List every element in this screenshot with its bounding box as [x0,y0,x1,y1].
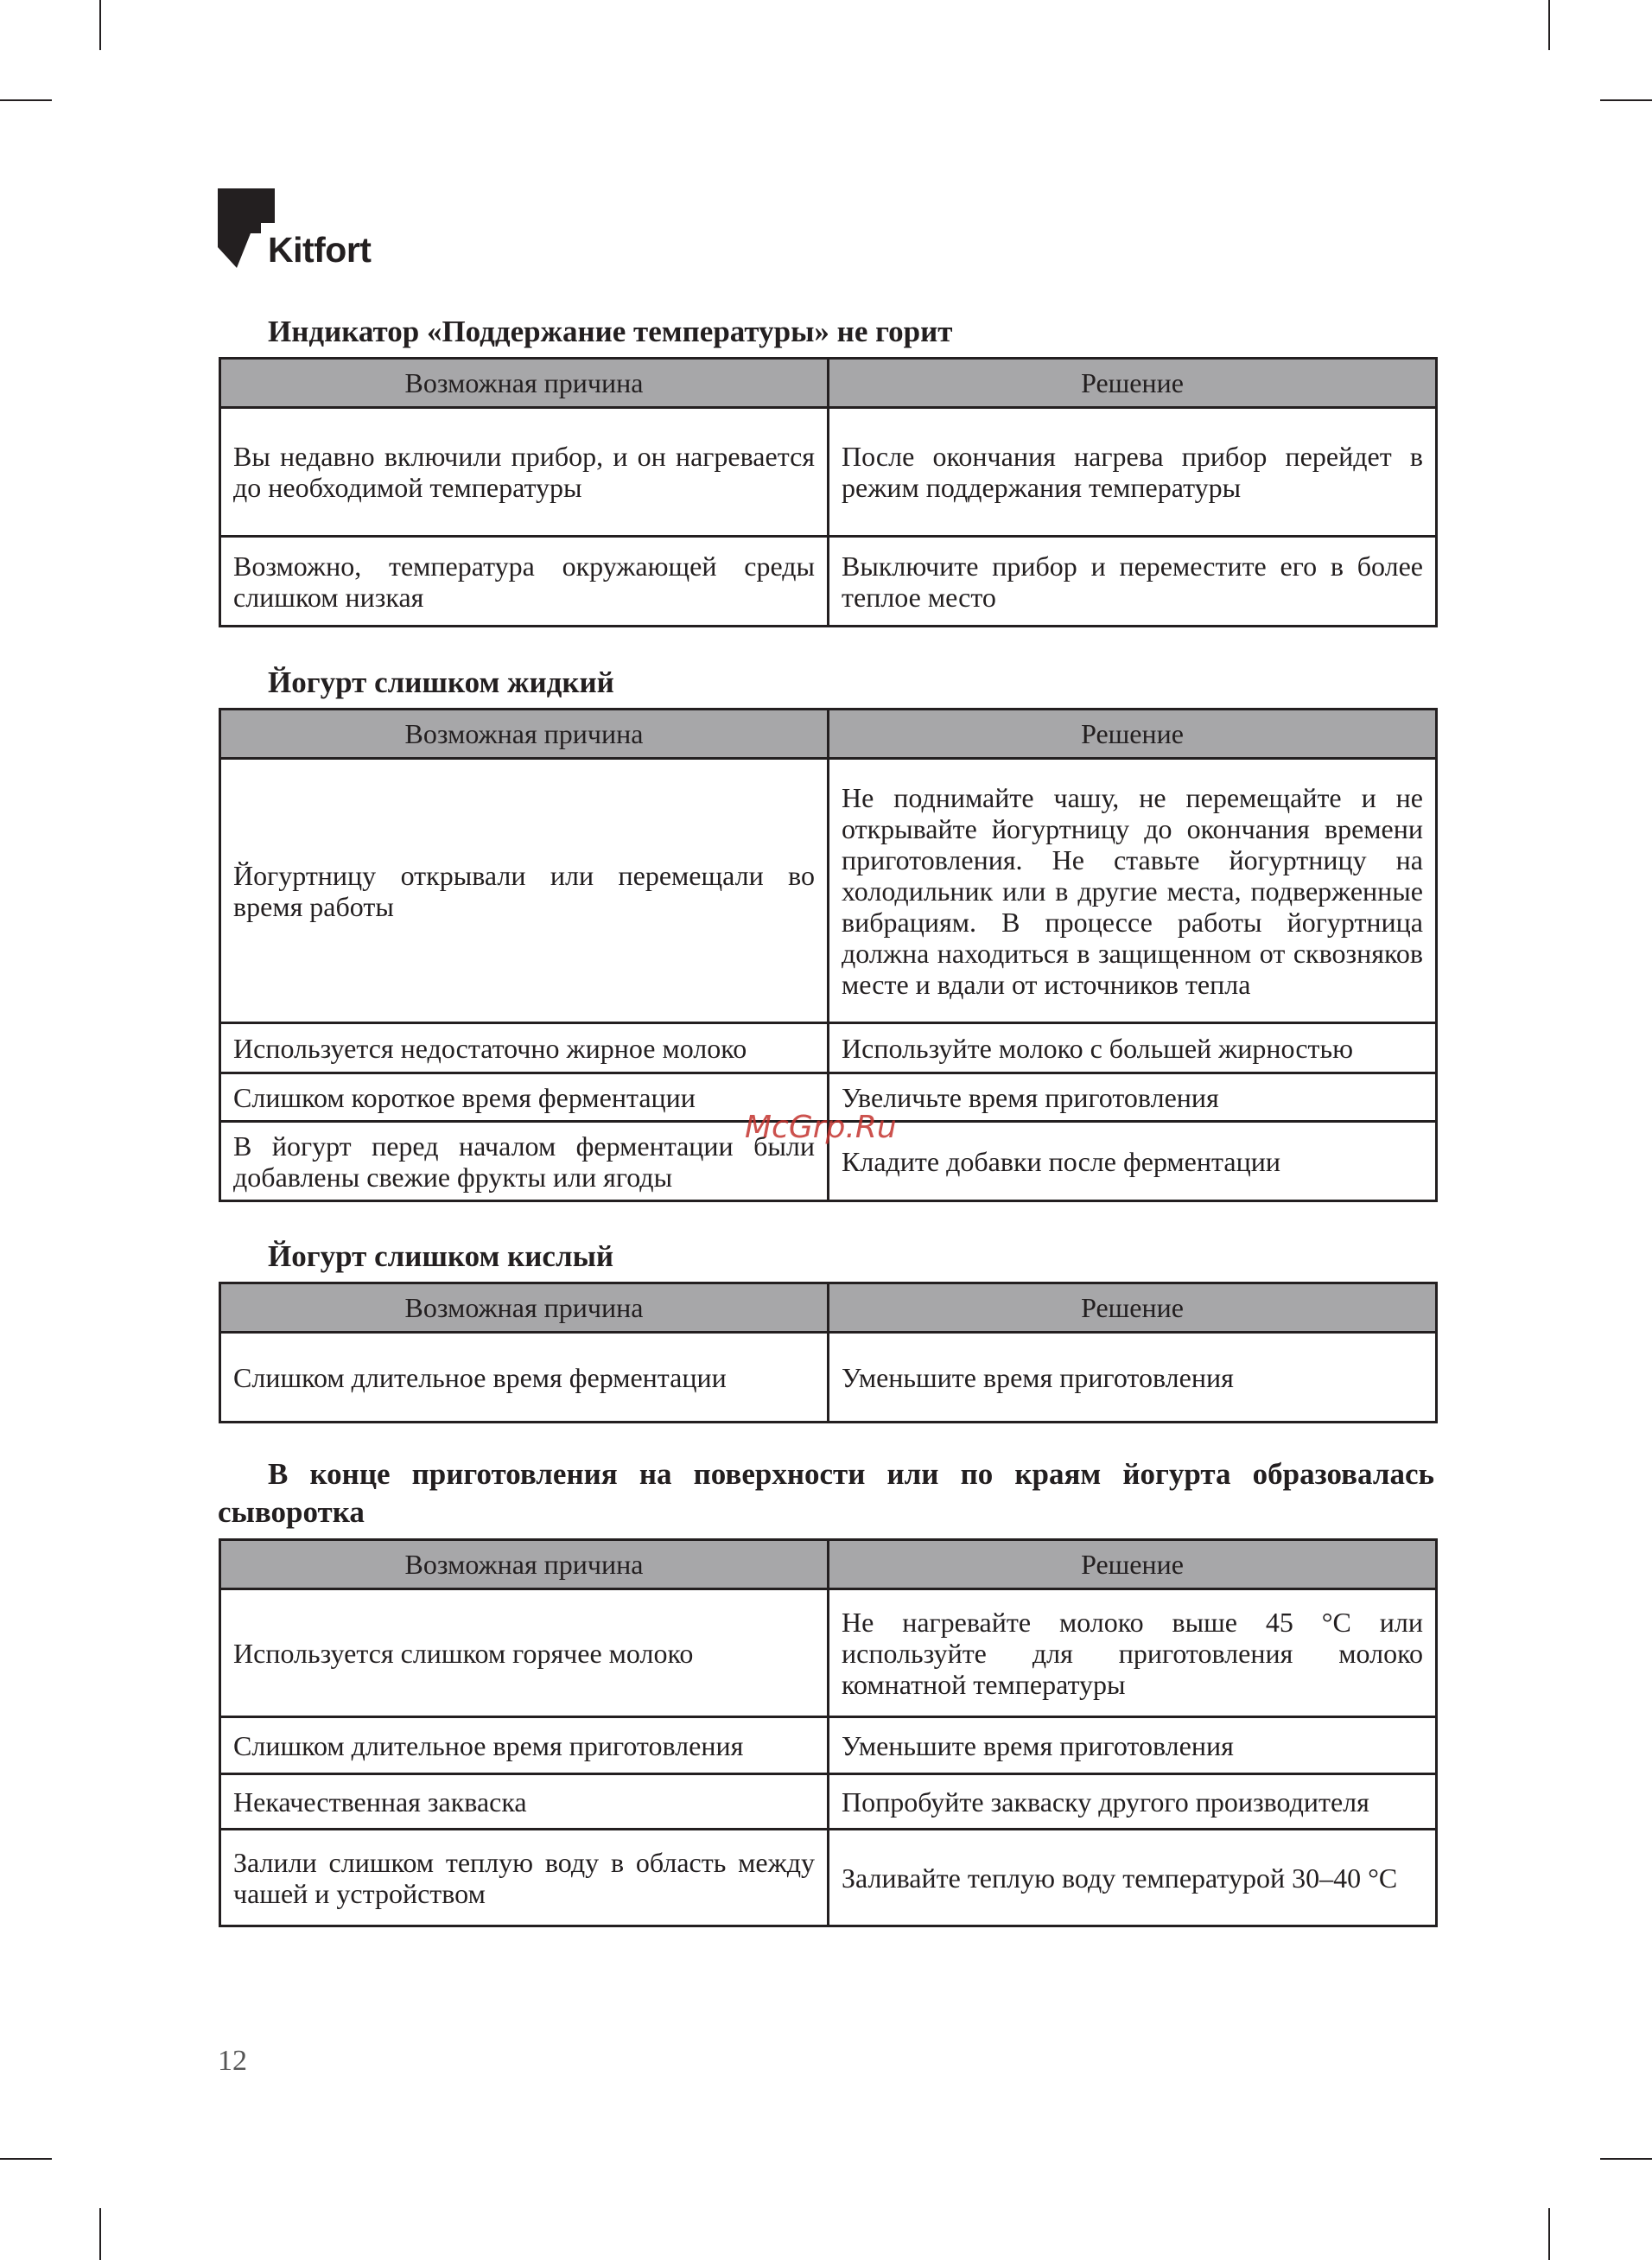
solution-cell: Не нагревайте молоко выше 45 °C или используйте для приготовления молоко комнатной температуры [829,1589,1437,1717]
column-header-cause: Возможная причина [220,1283,829,1333]
crop-mark [0,2158,52,2160]
table-row [220,759,1437,1023]
troubleshooting-table [219,1538,1438,1927]
solution-cell: Заливайте теплую воду температурой 30–40 °C [829,1830,1437,1926]
brand-logo [218,188,391,275]
solution-cell: Увеличьте время приготовления [829,1073,1437,1122]
cause-cell: Используется недостаточно жирное молоко [220,1023,829,1073]
watermark: McGrp.Ru [745,1110,897,1145]
troubleshooting-table [219,1282,1438,1423]
table-row [220,1717,1437,1774]
crop-mark [0,99,52,101]
column-header-solution: Решение [829,359,1437,408]
crop-mark [1600,99,1652,101]
table-row [220,1774,1437,1830]
cause-cell: Вы недавно включили прибор, и он нагревается до необходимой температуры [220,408,829,537]
column-header-solution: Решение [829,1540,1437,1589]
column-header-solution: Решение [829,1283,1437,1333]
table-row [220,537,1437,627]
solution-cell: Используйте молоко с большей жирностью [829,1023,1437,1073]
table-header-row [220,359,1437,408]
solution-cell: Выключите прибор и переместите его в более теплое место [829,537,1437,627]
solution-cell: Не поднимайте чашу, не перемещайте и не открывайте йогуртницу до окончания времени приготовления. Не ставьте йогуртницу на холодильник или в другие места, подверженные вибрациям. В процессе работы йогуртница должна находиться в защищенном от сквозняков месте и вдали от источников тепла [829,759,1437,1023]
crop-mark [1548,2208,1550,2260]
cause-cell: Слишком длительное время приготовления [220,1717,829,1774]
crop-mark [99,2208,101,2260]
crop-mark [1548,0,1550,50]
table-row [220,1589,1437,1717]
solution-cell: Уменьшите время приготовления [829,1333,1437,1423]
table-header-row [220,1540,1437,1589]
table-row [220,408,1437,537]
cause-cell: Йогуртницу открывали или перемещали во время работы [220,759,829,1023]
solution-cell: После окончания нагрева прибор перейдет в режим поддержания температуры [829,408,1437,537]
section-title: Индикатор «Поддержание температуры» не горит [268,315,953,348]
cause-cell: Некачественная закваска [220,1774,829,1830]
table-header-row [220,710,1437,759]
cause-cell: Используется слишком горячее молоко [220,1589,829,1717]
cause-cell: Залили слишком теплую воду в область между чашей и устройством [220,1830,829,1926]
table-row [220,1333,1437,1423]
brand-name: Kitfort [268,230,372,270]
solution-cell: Уменьшите время приготовления [829,1717,1437,1774]
solution-cell: Кладите добавки после ферментации [829,1122,1437,1201]
section-title: Йогурт слишком кислый [268,1239,614,1273]
cause-cell: В йогурт перед началом ферментации были добавлены свежие фрукты или ягоды [220,1122,829,1201]
table-row [220,1830,1437,1926]
column-header-cause: Возможная причина [220,1540,829,1589]
table-row [220,1023,1437,1073]
solution-cell: Попробуйте закваску другого производителя [829,1774,1437,1830]
column-header-cause: Возможная причина [220,359,829,408]
crop-mark [99,0,101,50]
column-header-cause: Возможная причина [220,710,829,759]
crop-mark [1600,2158,1652,2160]
section-title: Йогурт слишком жидкий [268,665,614,699]
column-header-solution: Решение [829,710,1437,759]
page-number: 12 [218,2045,247,2077]
cause-cell: Слишком длительное время ферментации [220,1333,829,1423]
table-header-row [220,1283,1437,1333]
troubleshooting-table [219,357,1438,627]
section-title: В конце приготовления на поверхности или по краям йогурта образовалась сыворотка [218,1457,1434,1529]
cause-cell: Возможно, температура окружающей среды слишком низкая [220,537,829,627]
cause-cell: Слишком короткое время ферментации [220,1073,829,1122]
